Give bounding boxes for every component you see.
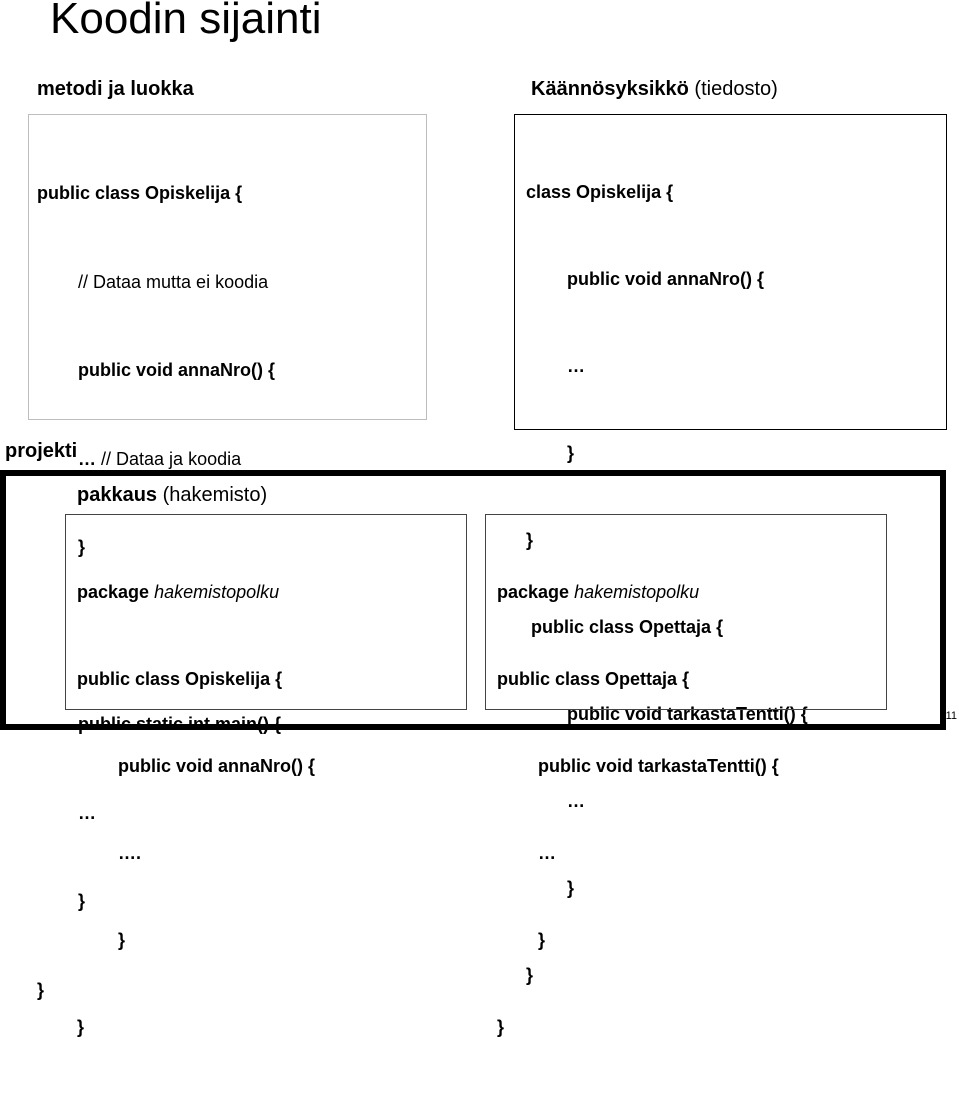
code-line: public void annaNro() { [567,269,765,289]
code-line: } [78,537,86,557]
package-code-opettaja [497,520,779,1100]
package-file-opettaja [485,514,887,1037]
code-line: public class Opiskelija { [37,183,243,203]
code-line: } [77,1017,85,1037]
code-line: } [118,930,126,950]
code-line [77,578,315,607]
code-line: public void tarkastaTentti() { [567,704,808,724]
code-line: } [567,878,575,898]
project-label: projekti [5,440,78,462]
code-line: public void annaNro() { [118,756,316,776]
code-line: public class Opiskelija { [77,669,283,689]
code-line: public class Opettaja { [531,617,724,637]
package-path: hakemistopolku [574,582,700,602]
comment-text: // Dataa ja koodia [101,448,242,469]
code-line: } [37,979,45,1000]
page-title: Koodin sijainti [50,0,322,43]
code-line: } [78,891,86,911]
package-path: hakemistopolku [154,582,280,602]
code-line: public static int main() { [78,714,282,734]
heading-light-text: (hakemisto) [162,484,268,506]
package-code-opiskelija [77,520,315,1100]
compilation-unit-heading [531,78,778,101]
code-line: } [497,1017,505,1037]
code-line: } [526,965,534,985]
heading-bold-text: Käännösyksikkö [531,78,689,100]
page-number: 11 [945,710,957,722]
code-line: … [567,356,585,376]
code-line: class Opiskelija { [526,182,674,202]
heading-light-text: (tiedosto) [694,78,778,100]
package-keyword: package [77,582,150,602]
code-line: public void tarkastaTentti() { [538,756,779,776]
code-line: … [567,791,585,811]
code-line: … // Dataa ja koodia [78,448,242,469]
code-line: } [526,530,534,550]
code-line: public void annaNro() { [78,360,276,380]
heading-bold-text: pakkaus [77,484,158,506]
code-line: … [78,802,96,823]
code-line: public class Opettaja { [497,669,690,689]
code-line: } [538,930,546,950]
package-keyword: package [497,582,570,602]
package-heading [77,484,267,507]
methods-classes-heading: metodi ja luokka [37,78,194,100]
code-line [497,578,779,607]
code-line: … [538,843,556,863]
code-line: } [567,443,575,463]
code-line: …. [118,843,142,863]
code-line: // Dataa mutta ei koodia [78,271,269,292]
